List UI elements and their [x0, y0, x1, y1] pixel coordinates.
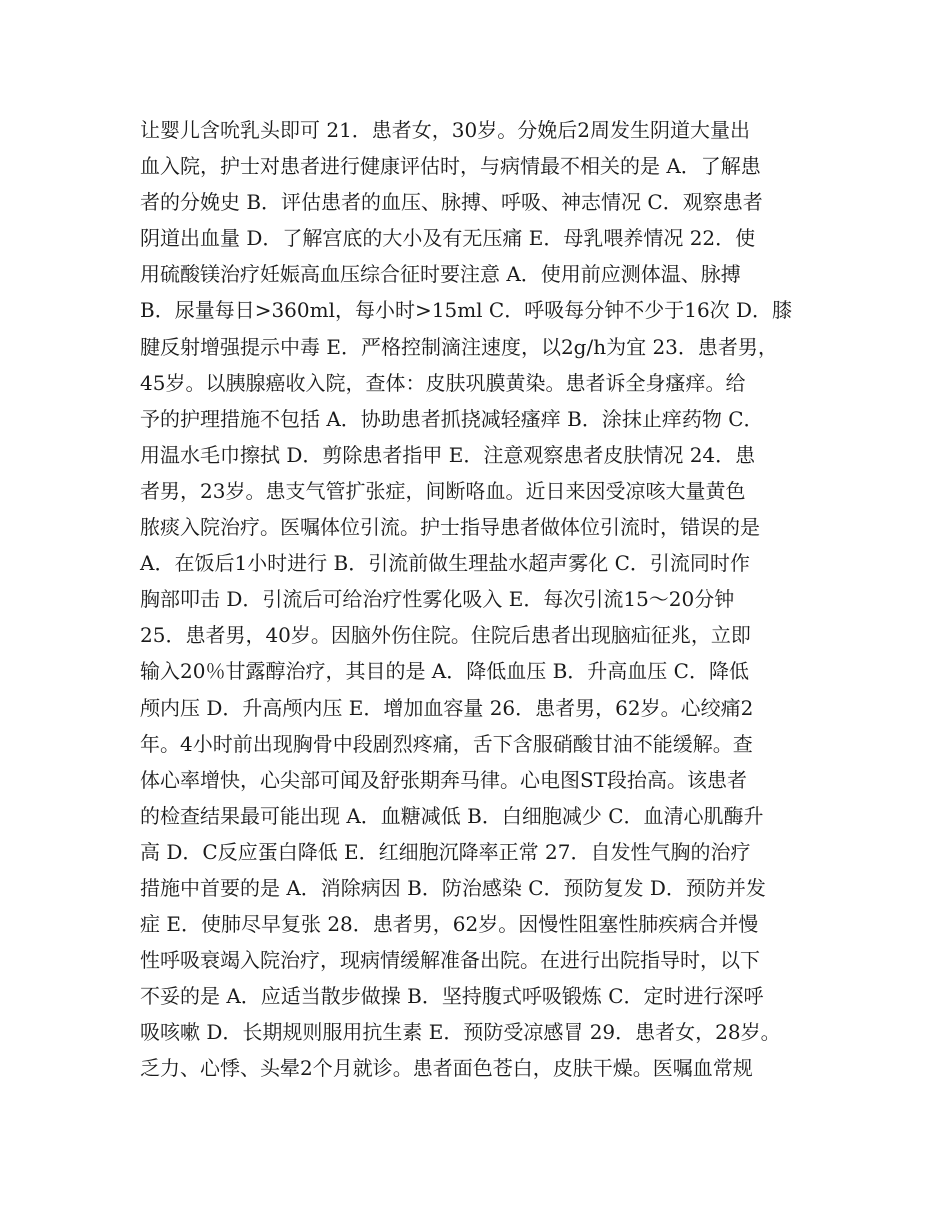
- text-line: 乏力、心悸、头晕2个月就诊。患者面色苍白，皮肤干燥。医嘱血常规: [140, 1056, 753, 1081]
- text-line: 症 E．使肺尽早复张 28．患者男，62岁。因慢性阻塞性肺疾病合并慢: [140, 912, 759, 937]
- text-line: B．尿量每日>360ml，每小时>15ml C．呼吸每分钟不少于16次 D．膝: [140, 298, 793, 323]
- text-line: 年。4小时前出现胸骨中段剧烈疼痛，舌下含服硝酸甘油不能缓解。查: [140, 731, 753, 756]
- text-line: 血入院，护士对患者进行健康评估时，与病情最不相关的是 A．了解患: [140, 154, 761, 179]
- text-line: 不妥的是 A．应适当散步做操 B．坚持腹式呼吸锻炼 C．定时进行深呼: [140, 984, 764, 1009]
- text-line: 阴道出血量 D．了解宫底的大小及有无压痛 E．母乳喂养情况 22．使: [140, 226, 756, 251]
- text-line: 措施中首要的是 A．消除病因 B．防治感染 C．预防复发 D．预防并发: [140, 875, 766, 900]
- text-line: 让婴儿含吮乳头即可 21．患者女，30岁。分娩后2周发生阴道大量出: [140, 118, 750, 142]
- text-line: 输入20％甘露醇治疗，其目的是 A．降低血压 B．升高血压 C．降低: [140, 659, 749, 684]
- text-line: 者的分娩史 B．评估患者的血压、脉搏、呼吸、神志情况 C．观察患者: [140, 190, 763, 215]
- document-body: [140, 112, 840, 1087]
- text-line: 体心率增快，心尖部可闻及舒张期奔马律。心电图ST段抬高。该患者: [140, 767, 748, 792]
- text-line: 予的护理措施不包括 A．协助患者抓挠减轻瘙痒 B．涂抹止痒药物 C．: [140, 406, 764, 431]
- text-line: 高 D．C反应蛋白降低 E．红细胞沉降率正常 27．自发性气胸的治疗: [140, 839, 751, 864]
- text-line: 用硫酸镁治疗妊娠高血压综合征时要注意 A．使用前应测体温、脉搏: [140, 262, 741, 287]
- text-line: 性呼吸衰竭入院治疗，现病情缓解准备出院。在进行出院指导时，以下: [140, 948, 760, 973]
- text-line: 用温水毛巾擦拭 D．剪除患者指甲 E．注意观察患者皮肤情况 24．患: [140, 442, 756, 467]
- text-line: 者男，23岁。患支气管扩张症，间断咯血。近日来因受凉咳大量黄色: [140, 478, 746, 503]
- text-line: 脓痰入院治疗。医嘱体位引流。护士指导患者做体位引流时，错误的是: [140, 515, 760, 540]
- text-line: A．在饭后1小时进行 B．引流前做生理盐水超声雾化 C．引流同时作: [140, 551, 750, 576]
- text-line: 25．患者男，40岁。因脑外伤住院。住院后患者出现脑疝征兆，立即: [140, 623, 751, 648]
- text-line: 45岁。以胰腺癌收入院，查体：皮肤巩膜黄染。患者诉全身瘙痒。给: [140, 370, 746, 395]
- text-line: 吸咳嗽 D．长期规则服用抗生素 E．预防受凉感冒 29．患者女，28岁。: [140, 1020, 781, 1045]
- text-line: 的检查结果最可能出现 A．血糖减低 B．白细胞减少 C．血清心肌酶升: [140, 803, 764, 828]
- text-line: 颅内压 D．升高颅内压 E．增加血容量 26．患者男，62岁。心绞痛2: [140, 695, 754, 720]
- text-line: 腱反射增强提示中毒 E．严格控制滴注速度，以2g/h为宜 23．患者男，: [140, 334, 778, 359]
- text-line: 胸部叩击 D．引流后可给治疗性雾化吸入 E．每次引流15～20分钟: [140, 587, 735, 612]
